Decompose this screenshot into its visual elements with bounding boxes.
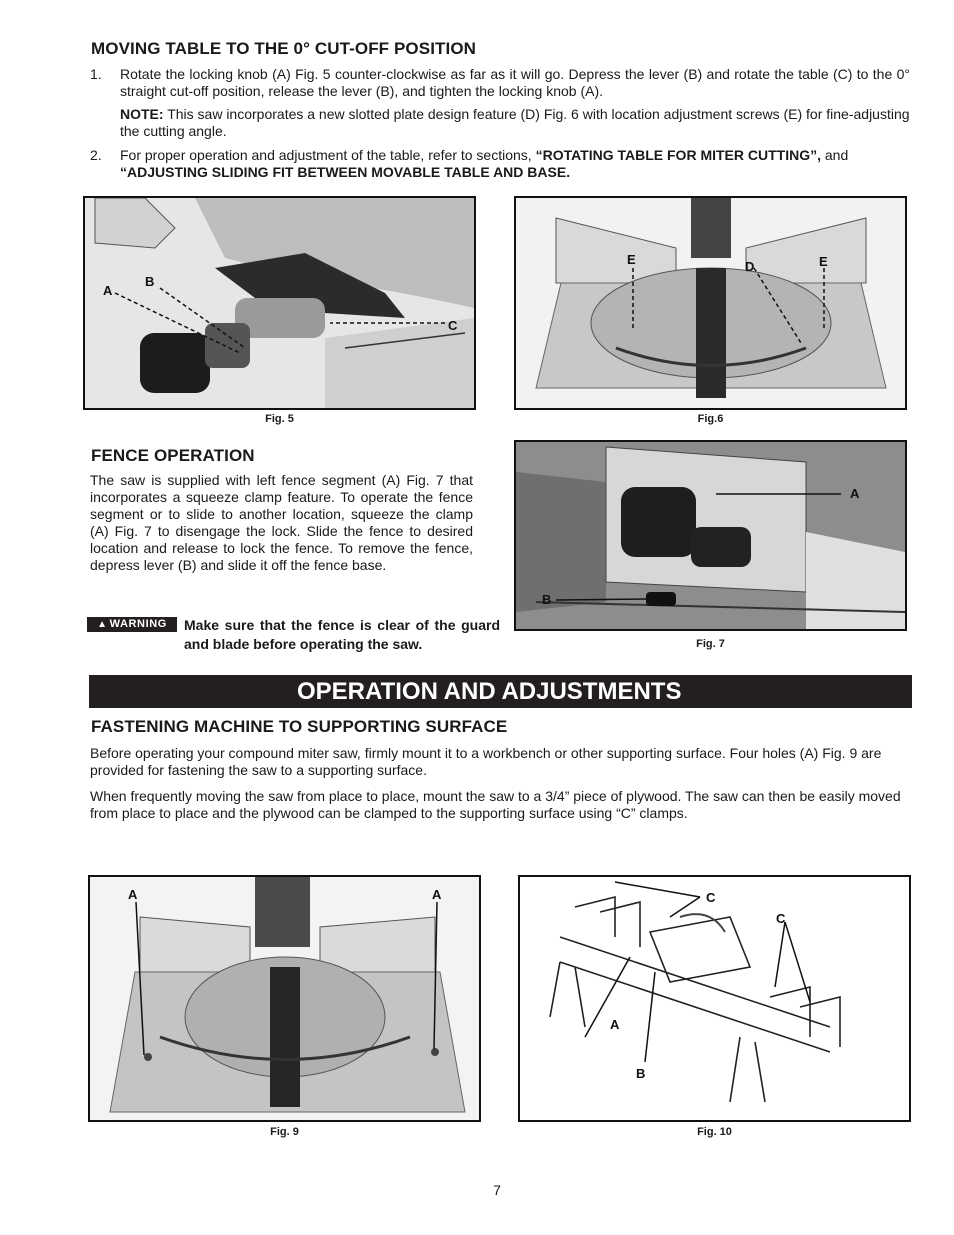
fig9-label-a-left: A bbox=[128, 887, 138, 902]
fence-operation-text: The saw is supplied with left fence segment (A) Fig. 7 that incorporates a squeeze clamp feature. To operate the fence segment or to slide to another location, squeeze the clamp (A) Fig. 7 to disengage the lock. Slide the fence to desired location and release to lock the fence. To remove the fence, depress lever (B) and slide it off the fence base. bbox=[90, 472, 473, 573]
fig10-caption: Fig. 10 bbox=[697, 1126, 732, 1138]
fig7-label-a: A bbox=[850, 486, 860, 501]
fig6-label-e-left: E bbox=[627, 252, 636, 267]
fig5-label-c: C bbox=[448, 318, 458, 333]
figure-5 bbox=[83, 196, 476, 410]
fig6-caption: Fig.6 bbox=[697, 413, 724, 425]
fig5-caption: Fig. 5 bbox=[265, 413, 294, 425]
list-number: 2. bbox=[90, 147, 102, 163]
list-item-1-text: Rotate the locking knob (A) Fig. 5 counter-clockwise as far as it will go. Depress the lever (B) and rotate the table (C) to the 0° straight cut-off position, release the lever (B), and tighten the locking knob (A). bbox=[120, 66, 910, 99]
fig6-label-d: D bbox=[745, 259, 755, 274]
fig5-label-a: A bbox=[103, 283, 113, 298]
list-item-2 bbox=[90, 147, 910, 181]
figure-7-illustration bbox=[516, 442, 905, 629]
fastening-paragraph-2: When frequently moving the saw from place to place, mount the saw to a 3/4” piece of plywood. The saw can then be easily moved from place to place and the plywood can be clamped to the supporting surface using “C” clamps. bbox=[90, 788, 901, 821]
list-item-2-ref-b: “ADJUSTING SLIDING FIT BETWEEN MOVABLE TABLE AND BASE. bbox=[120, 164, 571, 180]
note-label: NOTE: bbox=[120, 106, 164, 122]
warning-badge bbox=[87, 617, 177, 632]
figure-7 bbox=[514, 440, 907, 631]
figure-6 bbox=[514, 196, 907, 410]
list-item-2-text-b: and bbox=[821, 147, 849, 163]
list-number: 1. bbox=[90, 66, 102, 82]
note-paragraph bbox=[120, 106, 910, 140]
list-item-1 bbox=[90, 66, 910, 100]
fig6-label-e-right: E bbox=[819, 254, 828, 269]
fig9-label-a-right: A bbox=[432, 887, 442, 902]
fig9-caption: Fig. 9 bbox=[270, 1126, 299, 1138]
section-title-fence-operation: FENCE OPERATION bbox=[91, 446, 255, 465]
list-item-2-text-a: For proper operation and adjustment of the table, refer to sections, bbox=[120, 147, 536, 163]
fig10-label-c-top: C bbox=[706, 890, 716, 905]
fig7-label-b: B bbox=[542, 592, 552, 607]
warning-triangle-icon: ▲ bbox=[97, 619, 108, 630]
figure-9 bbox=[88, 875, 481, 1122]
figure-10-illustration bbox=[520, 877, 909, 1120]
fig10-label-b: B bbox=[636, 1066, 646, 1081]
fig10-label-c-right: C bbox=[776, 911, 786, 926]
section-banner: OPERATION AND ADJUSTMENTS bbox=[89, 675, 912, 708]
warning-text: Make sure that the fence is clear of the guard and blade before operating the saw. bbox=[184, 617, 500, 652]
fig10-label-a: A bbox=[610, 1017, 620, 1032]
figure-9-illustration bbox=[90, 877, 479, 1120]
fig7-caption: Fig. 7 bbox=[696, 638, 725, 650]
note-text: This saw incorporates a new slotted plate design feature (D) Fig. 6 with location adjustment screws (E) for fine-adjusting the cutting angle. bbox=[120, 106, 910, 139]
fastening-paragraph-1: Before operating your compound miter saw, firmly mount it to a workbench or other supporting surface. Four holes (A) Fig. 9 are provided for fastening the saw to a supporting surface. bbox=[90, 745, 882, 778]
section-title-fastening: FASTENING MACHINE TO SUPPORTING SURFACE bbox=[91, 717, 508, 736]
figure-6-illustration bbox=[516, 198, 905, 408]
figure-10 bbox=[518, 875, 911, 1122]
section-title-moving-table: MOVING TABLE TO THE 0° CUT-OFF POSITION bbox=[91, 39, 477, 58]
fig5-label-b: B bbox=[145, 274, 155, 289]
figure-5-illustration bbox=[85, 198, 474, 408]
page-number: 7 bbox=[493, 1182, 501, 1198]
list-item-2-ref-a: “ROTATING TABLE FOR MITER CUTTING”, bbox=[535, 147, 821, 163]
warning-badge-label: WARNING bbox=[109, 618, 167, 630]
